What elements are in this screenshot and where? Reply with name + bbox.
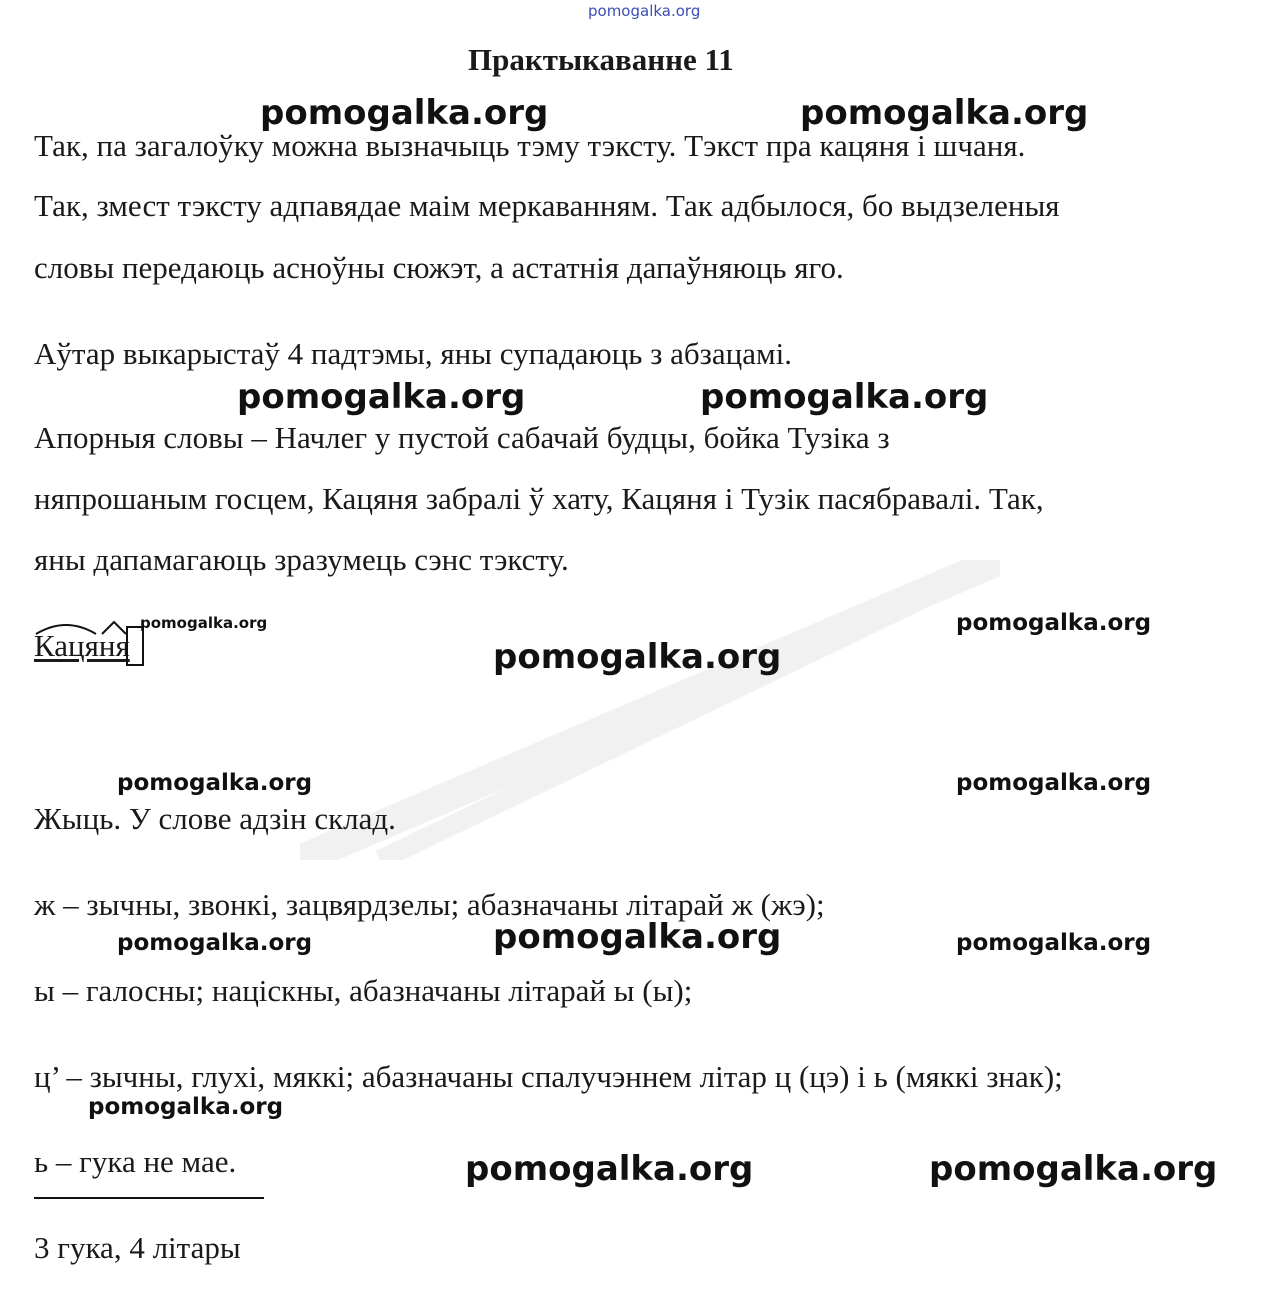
watermark: pomogalka.org bbox=[117, 930, 313, 956]
watermark: pomogalka.org bbox=[465, 1149, 754, 1189]
phonetic-line-1: ж – зычны, звонкі, зацвярдзелы; абазначаны літарай ж (жэ); bbox=[34, 887, 825, 922]
paragraph-2: Аўтар выкарыстаў 4 падтэмы, яны супадаюць з абзацамі. bbox=[34, 336, 792, 371]
phonetic-intro: Жыць. У слове адзін склад. bbox=[34, 801, 396, 836]
background-watermark bbox=[300, 560, 1000, 860]
phonetic-line-4: ь – гука не мае. bbox=[34, 1144, 237, 1179]
watermark: pomogalka.org bbox=[800, 93, 1089, 133]
morphemic-word: Кацяня bbox=[34, 628, 130, 663]
site-mark-top[interactable]: pomogalka.org bbox=[588, 2, 701, 20]
watermark: pomogalka.org bbox=[956, 930, 1152, 956]
watermark: pomogalka.org bbox=[493, 637, 782, 677]
watermark: pomogalka.org bbox=[956, 770, 1152, 796]
ending-box-icon bbox=[126, 626, 144, 666]
watermark: pomogalka.org bbox=[700, 377, 989, 417]
watermark: pomogalka.org bbox=[493, 917, 782, 957]
paragraph-3-line-1: Апорныя словы – Начлег у пустой сабачай будцы, бойка Тузіка з bbox=[34, 420, 890, 455]
watermark: pomogalka.org bbox=[956, 610, 1152, 636]
page-title: Практыкаванне 11 bbox=[468, 42, 734, 77]
watermark: pomogalka.org bbox=[237, 377, 526, 417]
phonetic-line-2: ы – галосны; націскны, абазначаны літарай ы (ы); bbox=[34, 973, 693, 1008]
watermark: pomogalka.org bbox=[140, 614, 268, 632]
watermark: pomogalka.org bbox=[117, 770, 313, 796]
phonetic-summary: 3 гука, 4 літары bbox=[34, 1230, 241, 1265]
paragraph-3-line-2: няпрошаным госцем, Кацяня забралі ў хату, Кацяня і Тузік пасябравалі. Так, bbox=[34, 481, 1044, 516]
watermark: pomogalka.org bbox=[88, 1094, 284, 1120]
watermark: pomogalka.org bbox=[260, 93, 549, 133]
morphemic-parse bbox=[34, 618, 150, 668]
paragraph-1-line-2: Так, змест тэксту адпавядае маім меркаванням. Так адбылося, бо выдзеленыя bbox=[34, 188, 1060, 223]
paragraph-1-line-1: Так, па загалоўку можна вызначыць тэму тэксту. Тэкст пра кацяня і шчаня. bbox=[34, 128, 1026, 163]
phonetic-line-3: ц’ – зычны, глухі, мяккі; абазначаны спалучэннем літар ц (цэ) і ь (мяккі знак); bbox=[34, 1059, 1063, 1094]
paragraph-1-line-3: словы передаюць асноўны сюжэт, а астатнія дапаўняюць яго. bbox=[34, 250, 844, 285]
paragraph-3-line-3: яны дапамагаюць зразумець сэнс тэксту. bbox=[34, 542, 569, 577]
watermark: pomogalka.org bbox=[929, 1149, 1218, 1189]
divider bbox=[34, 1197, 264, 1199]
